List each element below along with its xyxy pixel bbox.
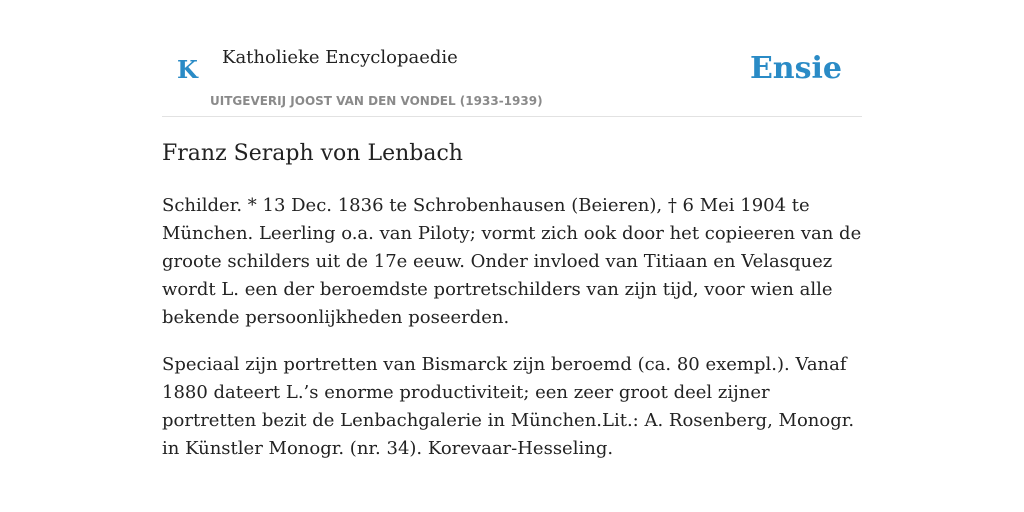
encyclopedia-title[interactable]: Katholieke Encyclopaedie [222,47,458,68]
article-paragraph: Speciaal zijn portretten van Bismarck zijn beroemd (ca. 80 exempl.). Vanaf 1880 dateert L.’s enorme productiviteit; een zeer groot deel zijner portretten bezit de Lenbachgalerie in München.Lit.: A. Rosenberg, Monogr. in Künstler Monogr. (nr. 34). Korevaar-Hesseling. [162,354,855,459]
site-header [162,0,862,117]
article [162,136,862,463]
entry-title: Franz Seraph von Lenbach [162,141,463,166]
encyclopedia-logo[interactable]: K [177,55,198,84]
ensie-brand-link[interactable]: Ensie [749,51,842,86]
publisher-label: UITGEVERIJ JOOST VAN DEN VONDEL (1933-1939) [210,94,543,108]
article-paragraph: Schilder. * 13 Dec. 1836 te Schrobenhausen (Beieren), † 6 Mei 1904 te München. Leerling o.a. van Piloty; vormt zich ook door het copieeren van de groote schilders uit de 17e eeuw. Onder invloed van Titiaan en Velasquez wordt L. een der beroemdste portretschilders van zijn tijd, voor wien alle bekende persoonlijkheden poseerden. [162,195,862,328]
